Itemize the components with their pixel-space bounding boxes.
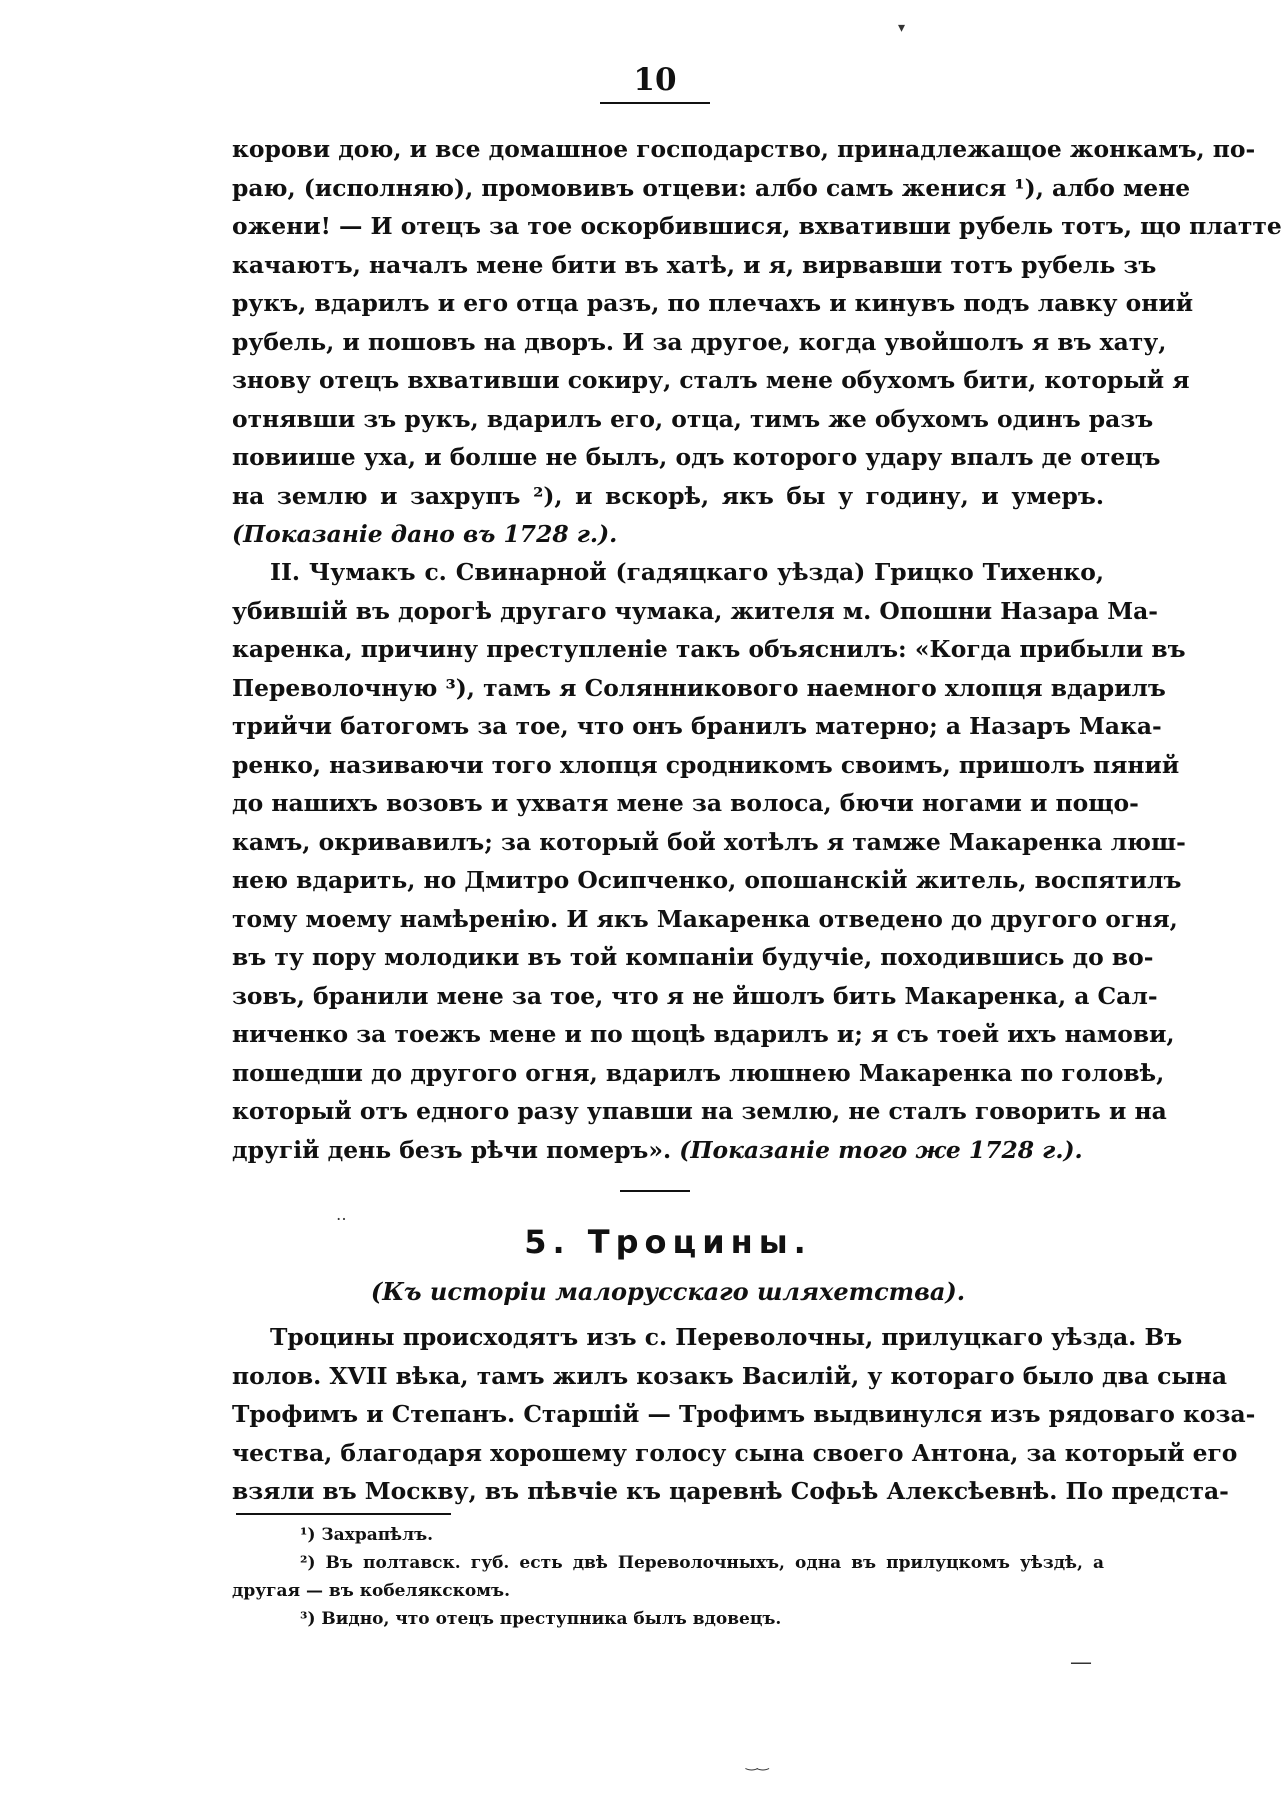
section-divider	[620, 1190, 690, 1192]
text-line: убившій въ дорогѣ другаго чумака, жителя м. Опошни Назара Ма-	[232, 596, 1158, 625]
stray-mark-top: ▾	[898, 20, 906, 36]
text-line: корови дою, и все домашное господарство, принадлежащое жонкамъ, по-	[232, 135, 1256, 163]
text-line: ренко, називаючи того хлопця сродникомъ своимъ, пришолъ пяний	[232, 750, 1180, 779]
text-line: рубель, и пошовъ на дворъ. И за другое, когда увойшолъ я въ хату,	[232, 327, 1167, 356]
section-subheading: (Къ исторіи малорусскаго шляхетства).	[370, 1277, 966, 1306]
text-line: на землю и захрупъ ²), и вскорѣ, якъ бы у годину, и умеръ.	[232, 481, 1104, 510]
text-line: который отъ едного разу упавши на землю, не сталъ говорить и на	[232, 1097, 1167, 1125]
text-line: ожени! — И отецъ за тое оскорбившися, вхвативши рубель тотъ, що платте	[232, 212, 1282, 240]
stray-mark-right: —	[1070, 1650, 1092, 1675]
text-line: въ ту пору молодики въ той компаніи будучіе, походившись до во-	[232, 943, 1154, 971]
text-line: Троцины происходятъ изъ с. Переволочны, прилуцкаго уѣзда. Въ	[270, 1323, 1183, 1351]
text-line: камъ, окривавилъ; за который бой хотѣлъ я тамже Макаренка люш-	[232, 827, 1186, 856]
text-line: раю, (исполняю), промовивъ отцеви: албо самъ женися ¹), албо мене	[232, 173, 1191, 202]
footnote-3: ³) Видно, что отецъ преступника былъ вдовецъ.	[300, 1609, 782, 1629]
text-line: повиише уха, и болше не былъ, одъ которого удару впалъ де отецъ	[232, 443, 1161, 471]
para2-last: другій день безъ рѣчи померъ».	[232, 1135, 672, 1164]
stray-mark-left: ‥	[336, 1205, 347, 1224]
paragraph-2	[232, 553, 1186, 1169]
text-line-last	[232, 1131, 1104, 1170]
footnotes	[232, 1521, 1104, 1633]
text-line: до нашихъ возовъ и ухватя мене за волоса, бючи ногами и пощо-	[232, 789, 1139, 817]
text-line: качаютъ, началъ мене бити въ хатѣ, и я, вирвавши тотъ рубель зъ	[232, 250, 1157, 279]
citation-2: (Показаніе того же 1728 г.).	[679, 1135, 1083, 1164]
text-line: Трофимъ и Степанъ. Старшій — Трофимъ выдвинулся изъ рядоваго коза-	[232, 1400, 1256, 1428]
text-line: трийчи батогомъ за тое, что онъ бранилъ матерно; а Назаръ Мака-	[232, 712, 1162, 740]
text-line: полов. XVII вѣка, тамъ жилъ козакъ Василій, у котораго было два сына	[232, 1361, 1228, 1390]
page-number: 10	[600, 62, 710, 104]
footnote-rule	[236, 1513, 451, 1515]
text-line: каренка, причину преступленіе такъ объяснилъ: «Когда прибыли въ	[232, 635, 1186, 663]
paragraph-continuation	[232, 130, 1282, 554]
text-line: чества, благодаря хорошему голосу сына своего Антона, за который его	[232, 1438, 1238, 1467]
footnote-1: ¹) Захрапѣлъ.	[300, 1525, 434, 1545]
text-line: Переволочную ³), тамъ я Солянникового наемного хлопця вдарилъ	[232, 673, 1166, 702]
text-line: знову отецъ вхвативши сокиру, сталъ мене обухомъ бити, который я	[232, 366, 1190, 394]
text-line: ниченко за тоежъ мене и по щоцѣ вдарилъ и; я съ тоей ихъ намови,	[232, 1020, 1175, 1048]
text-line: пошедши до другого огня, вдарилъ люшнею Макаренка по головѣ,	[232, 1058, 1165, 1087]
citation-line	[232, 515, 1104, 554]
section-paragraph	[232, 1318, 1256, 1511]
text-line: II. Чумакъ с. Свинарной (гадяцкаго уѣзда) Грицко Тихенко,	[270, 558, 1104, 586]
section-heading: 5. Троцины.	[524, 1223, 812, 1261]
text-line: отнявши зъ рукъ, вдарилъ его, отца, тимъ же обухомъ одинъ разъ	[232, 404, 1154, 433]
citation-1: (Показаніе дано въ 1728 г.).	[232, 520, 618, 548]
footnote-2-continued: другая — въ кобелякскомъ.	[232, 1581, 510, 1601]
text-line: нею вдарить, но Дмитро Осипченко, опошанскій житель, воспятилъ	[232, 866, 1182, 894]
text-line: зовъ, бранили мене за тое, что я не йшолъ бить Макаренка, а Сал-	[232, 981, 1158, 1010]
text-line: взяли въ Москву, въ пѣвчіе къ царевнѣ Софьѣ Алексѣевнѣ. По предста-	[232, 1477, 1229, 1505]
stray-mark-bottom: ‿‿	[746, 1755, 769, 1771]
text-line: тому моему намѣренію. И якъ Макаренка отведено до другого огня,	[232, 904, 1178, 933]
footnote-2: ²) Въ полтавск. губ. есть двѣ Переволочныхъ, одна въ прилуцкомъ уѣздѣ, а	[300, 1553, 1104, 1573]
text-line: рукъ, вдарилъ и его отца разъ, по плечахъ и кинувъ подъ лавку оний	[232, 289, 1194, 317]
